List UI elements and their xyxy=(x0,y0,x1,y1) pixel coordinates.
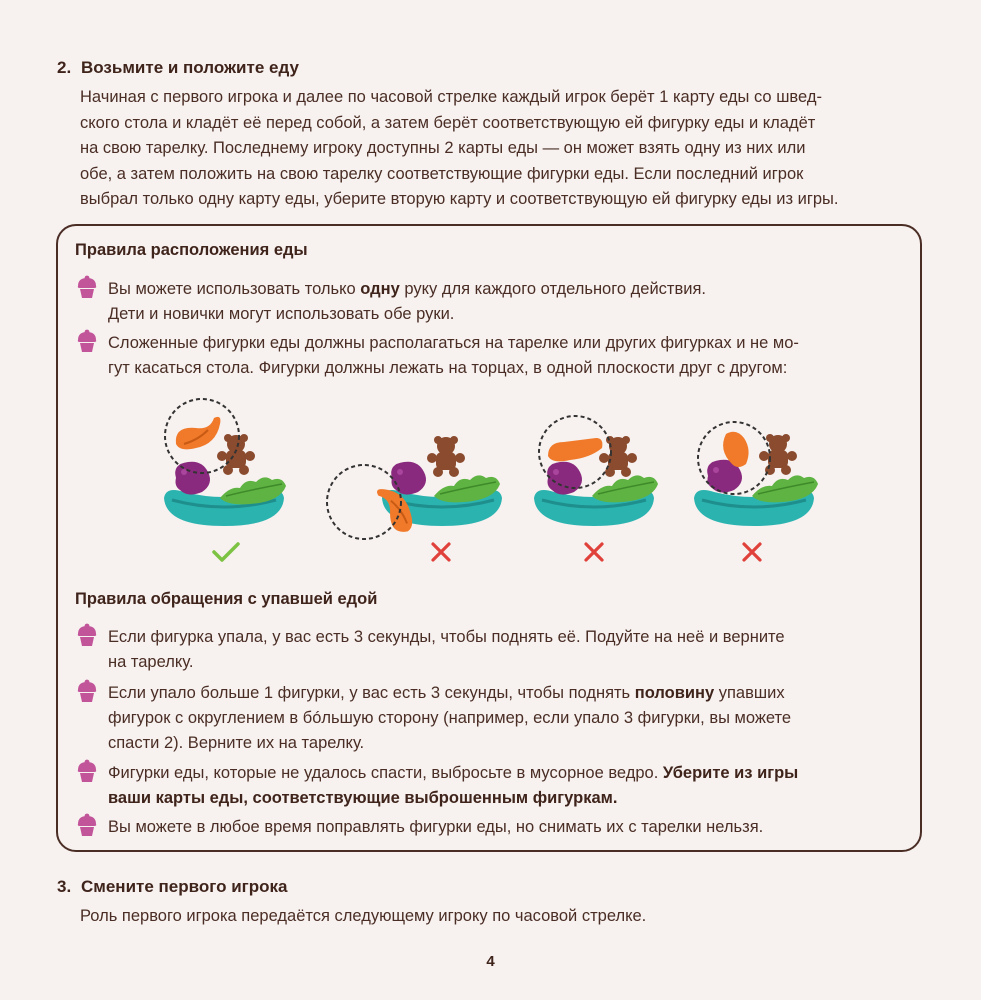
rule-text: руку для каждого отдельного действия. xyxy=(399,280,706,298)
rule-bold-text: ваши карты еды, соответствующие выброшенным фигуркам. xyxy=(108,789,618,807)
section-3-number: 3. xyxy=(57,877,72,896)
example-correct-illustration xyxy=(160,398,300,538)
rule-bold-text: одну xyxy=(360,280,400,298)
rule-text: Вы можете в любое время поправлять фигурки еды, но снимать их с тарелки нельзя. xyxy=(108,818,764,836)
cross-icon xyxy=(741,541,763,563)
rule-text: Если упало больше 1 фигурки, у вас есть 3 секунды, чтобы поднять xyxy=(108,684,635,702)
cross-icon xyxy=(583,541,605,563)
rule-text: фигурок с округлением в бóльшую сторону (например, если упало 3 фигурки, вы можете xyxy=(108,709,792,727)
rule-bold-text: половину xyxy=(634,684,715,702)
section-2-text xyxy=(80,85,930,213)
example-off-plate-illustration xyxy=(326,432,506,552)
cross-icon xyxy=(430,541,452,563)
section-2-title: Возьмите и положите еду xyxy=(81,58,299,77)
rule-text: спасти 2). Верните их на тарелку. xyxy=(108,734,365,752)
section-3-title: Смените первого игрока xyxy=(81,877,288,896)
section-2-line: Начиная с первого игрока и далее по часовой стрелке каждый игрок берёт 1 карту еды со швед- xyxy=(80,88,822,106)
cupcake-bullet-icon xyxy=(75,758,99,784)
rule-text: Дети и новички могут использовать обе руки. xyxy=(108,305,455,323)
section-3-heading xyxy=(57,877,287,897)
section-2-line: ского стола и кладёт её перед собой, а затем берёт соответствующую ей фигурку еды и кладёт xyxy=(80,113,816,132)
section-2-heading xyxy=(57,58,299,78)
rule-text: на тарелку. xyxy=(108,653,194,671)
rule-text: Вы можете использовать только xyxy=(108,280,361,298)
rule-text: Фигурки еды, которые не удалось спасти, выбросьте в мусорное ведро. xyxy=(108,764,663,782)
rule-text: Сложенные фигурки еды должны располагаться на тарелке или других фигурках и не мо- xyxy=(108,334,799,352)
cupcake-bullet-icon xyxy=(75,812,99,838)
placement-rules-title: Правила расположения еды xyxy=(75,241,308,259)
rule-text: Если фигурка упала, у вас есть 3 секунды, чтобы поднять её. Подуйте на неё и верните xyxy=(108,628,785,646)
section-2-number: 2. xyxy=(57,58,72,77)
example-not-flat-illustration xyxy=(690,420,830,540)
section-2-line: обе, а затем положить на свою тарелку соответствующие фигурки еды. Если последний игрок xyxy=(80,164,804,183)
cupcake-bullet-icon xyxy=(75,274,99,300)
example-not-on-edge-illustration xyxy=(530,412,670,542)
page-number: 4 xyxy=(486,953,495,970)
section-3-line: Роль первого игрока передаётся следующему игроку по часовой стрелке. xyxy=(80,907,647,925)
section-3-text xyxy=(80,904,930,930)
section-2-line: на свою тарелку. Последнему игроку доступны 2 карты еды — он может взять одну из них или xyxy=(80,139,806,157)
rule-bold-text: Уберите из игры xyxy=(662,764,799,782)
cupcake-bullet-icon xyxy=(75,622,99,648)
section-2-line: выбрал только одну карту еды, уберите вторую карту и соответствующую ей фигурку еды из игры. xyxy=(80,190,839,208)
rule-text: гут касаться стола. Фигурки должны лежать на торцах, в одной плоскости друг с другом: xyxy=(108,359,788,377)
fallen-rules-title: Правила обращения с упавшей едой xyxy=(75,590,378,608)
rule-text: упавших xyxy=(714,684,785,702)
check-icon xyxy=(212,540,242,564)
cupcake-bullet-icon xyxy=(75,678,99,704)
cupcake-bullet-icon xyxy=(75,328,99,354)
